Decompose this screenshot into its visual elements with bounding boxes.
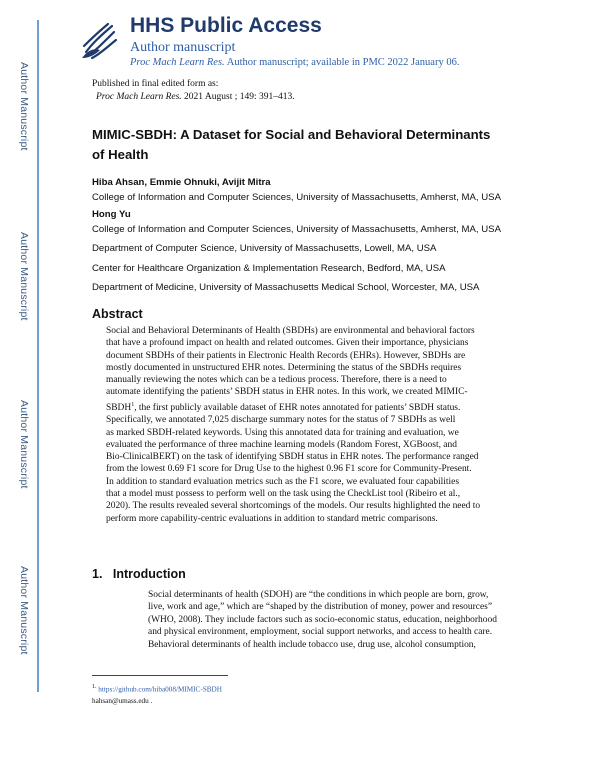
footnote-ref[interactable]: 1 [131,401,135,408]
abstract-line: Bio-ClinicalBERT) on the task of identifying SBDH status in EHR notes. The performance ranged [106,452,479,463]
abstract-line [106,399,526,414]
sidebar-label-author-manuscript: Author Manuscript [18,400,30,489]
author-email: hahsan@umass.edu . [92,697,153,705]
sidebar-label-author-manuscript: Author Manuscript [18,566,30,655]
intro-line: live, work and age,” which are “shaped by the distribution of money, power and resources” [148,602,493,613]
abstract-line: document SBDHs of their patients in Electronic Health Records (EHRs). However, SBDHs are [106,350,466,361]
paper-title-line: of Health [92,147,149,162]
author-affiliation-group1: College of Information and Computer Sciences, University of Massachusetts, Amherst, MA, USA [92,192,501,203]
author-names-group1: Hiba Ahsan, Emmie Ohnuki, Avijit Mitra [92,177,271,188]
affiliation-line: Center for Healthcare Organization & Implementation Research, Bedford, MA, USA [92,263,446,274]
intro-line: Behavioral determinants of health include tobacco use, drug use, alcohol consumption, [148,639,476,650]
introduction-body [148,589,538,651]
citation-details: 2021 August ; 149: 391–413. [184,92,295,102]
author-name-hong-yu: Hong Yu [92,209,131,220]
published-label: Published in final edited form as: [92,79,219,89]
abstract-line: Social and Behavioral Determinants of Health (SBDHs) are environmental and behavioral factors [106,326,475,336]
section-title: Introduction [112,567,186,581]
footnote-url-link[interactable]: https://github.com/hiba008/MIMIC-SBDH [98,685,222,694]
abstract-line: automate identifying the patients’ SBDH status in EHR notes. In this work, we created MIMIC- [106,387,468,398]
availability-note: Author manuscript; available in PMC 2022 January 06. [226,57,460,68]
abstract-line: that have a profound impact on health and related outcomes. Given their importance, physicians [106,338,469,349]
abstract-heading: Abstract [92,307,143,321]
abstract-line-text: , the first publicly available dataset of EHR notes annotated for patients’ SBDH status. [134,402,461,413]
abstract-line: In addition to standard evaluation metrics such as the F1 score, we evaluated four capabilities [106,476,460,487]
hhs-eagle-logo-icon [78,18,120,62]
abstract-line: that a model must possess to perform well on the task using the CheckList tool (Ribeiro et al., [106,489,461,499]
affiliation-line: Department of Computer Science, University of Massachusetts, Lowell, MA, USA [92,243,437,254]
sidebar-label-author-manuscript: Author Manuscript [18,62,30,151]
citation-line [92,91,295,104]
paper-title [92,125,542,165]
section-number: 1. [92,567,103,581]
footnote [92,684,222,693]
author-manuscript-label: Author manuscript [130,40,236,55]
publication-info [92,78,295,104]
citation-journal: Proc Mach Learn Res. [96,92,182,102]
footnote-mark: 1. [92,684,97,690]
manuscript-note [130,57,459,68]
abstract-body [106,325,526,525]
intro-line: Social determinants of health (SDOH) are “the conditions in which people are born, grow, [148,590,489,600]
abstract-line: 2020). The results revealed several shortcomings of the models. Our results highlighted the need to [106,501,481,512]
abstract-line: from the lowest 0.69 F1 score for Drug Use to the highest 0.96 F1 score for Community-Present. [106,464,472,475]
intro-line: and physical environment, employment, social support networks, and access to health care. [148,627,493,638]
intro-line: (WHO, 2008). They include factors such as socio-economic status, education, neighborhood [148,614,497,625]
abstract-line: perform more capability-centric evaluations in addition to standard metric comparisons. [106,513,438,524]
abstract-line: manually reviewing the notes which can be a tedious process. Therefore, there is a need to [106,375,447,386]
abstract-line: mostly documented in unstructured EHR notes. Determining the status of the SBDHs requires [106,362,462,373]
hhs-public-access-title: HHS Public Access [130,14,322,37]
abstract-line: Specifically, we annotated 7,025 discharge summary notes for the status of 7 SBDHs as well [106,415,456,426]
affiliation-line: Department of Medicine, University of Massachusetts Medical School, Worcester, MA, USA [92,282,480,293]
affiliation-line: College of Information and Computer Sciences, University of Massachusetts, Amherst, MA, USA [92,224,501,235]
sidebar-divider-line [37,20,39,692]
abstract-line: as marked SBDH-related keywords. Using this annotated data for training and evaluation, we [106,427,459,438]
footnote-divider [92,675,228,676]
sbdh-word: SBDH [106,402,132,413]
introduction-heading [92,567,186,581]
journal-abbrev: Proc Mach Learn Res. [130,57,225,68]
abstract-line: evaluated the performance of three machine learning models (Random Forest, XGBoost, and [106,439,457,450]
sidebar-label-author-manuscript: Author Manuscript [18,232,30,321]
paper-title-line: MIMIC-SBDH: A Dataset for Social and Behavioral Determinants [92,127,491,142]
